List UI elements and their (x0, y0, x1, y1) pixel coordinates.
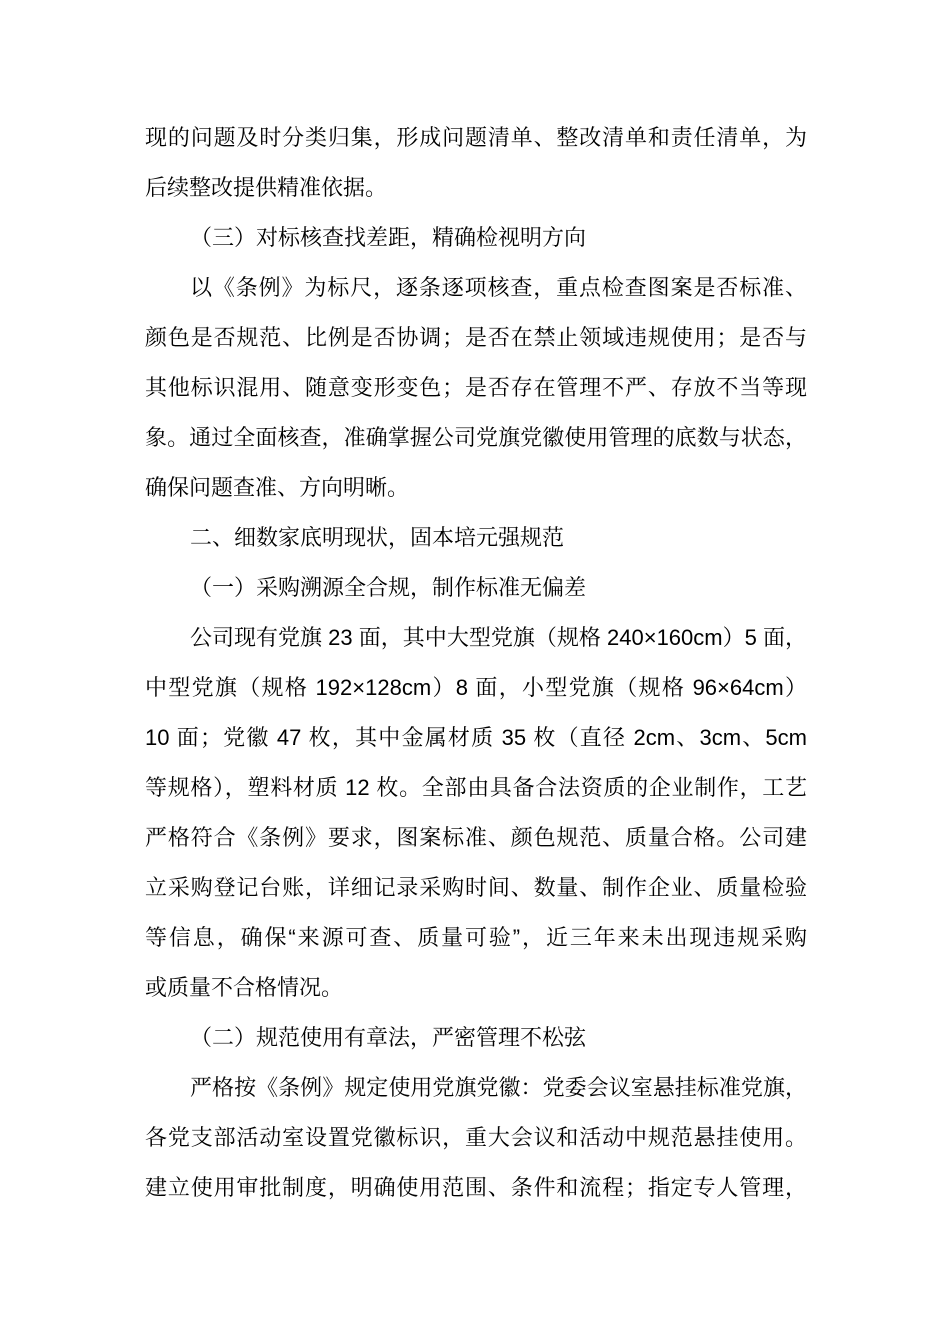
text-line: 以《条例》为标尺，逐条逐项核查，重点检查图案是否标准、 (190, 275, 807, 300)
text-line: 等信息，确保“来源可查、质量可验”，近三年来未出现违规采购 (145, 925, 807, 950)
heading-line: （三）对标核查找差距，精确检视明方向 (190, 225, 587, 250)
text-line: 立采购登记台账，详细记录采购时间、数量、制作企业、质量检验 (145, 875, 807, 900)
text-line: 后续整改提供精准依据。 (145, 175, 388, 200)
text-line: 等规格），塑料材质 12 枚。全部由具备合法资质的企业制作，工艺 (145, 775, 807, 800)
text-line: 现的问题及时分类归集，形成问题清单、整改清单和责任清单，为 (145, 125, 807, 150)
text-line: 严格按《条例》规定使用党旗党徽：党委会议室悬挂标准党旗， (190, 1075, 807, 1100)
text-line: 严格符合《条例》要求，图案标准、颜色规范、质量合格。公司建 (145, 825, 807, 850)
heading-line: （二）规范使用有章法，严密管理不松弦 (190, 1025, 587, 1050)
text-line: 或质量不合格情况。 (145, 975, 344, 1000)
text-line: 中型党旗（规格 192×128cm）8 面，小型党旗（规格 96×64cm） (145, 675, 807, 700)
text-line: 确保问题查准、方向明晰。 (145, 475, 410, 500)
text-line: 10 面；党徽 47 枚，其中金属材质 35 枚（直径 2cm、3cm、5cm (145, 725, 807, 750)
text-line: 各党支部活动室设置党徽标识，重大会议和活动中规范悬挂使用。 (145, 1125, 807, 1150)
heading-line: （一）采购溯源全合规，制作标准无偏差 (190, 575, 587, 600)
document-text-block (145, 113, 807, 1213)
text-line: 建立使用审批制度，明确使用范围、条件和流程；指定专人管理， (145, 1175, 807, 1200)
text-line: 公司现有党旗 23 面，其中大型党旗（规格 240×160cm）5 面， (190, 625, 807, 650)
heading-line: 二、细数家底明现状，固本培元强规范 (190, 525, 565, 550)
text-line: 象。通过全面核查，准确掌握公司党旗党徽使用管理的底数与状态， (145, 425, 807, 450)
text-line: 颜色是否规范、比例是否协调；是否在禁止领域违规使用；是否与 (145, 325, 807, 350)
text-line: 其他标识混用、随意变形变色；是否存在管理不严、存放不当等现 (145, 375, 807, 400)
